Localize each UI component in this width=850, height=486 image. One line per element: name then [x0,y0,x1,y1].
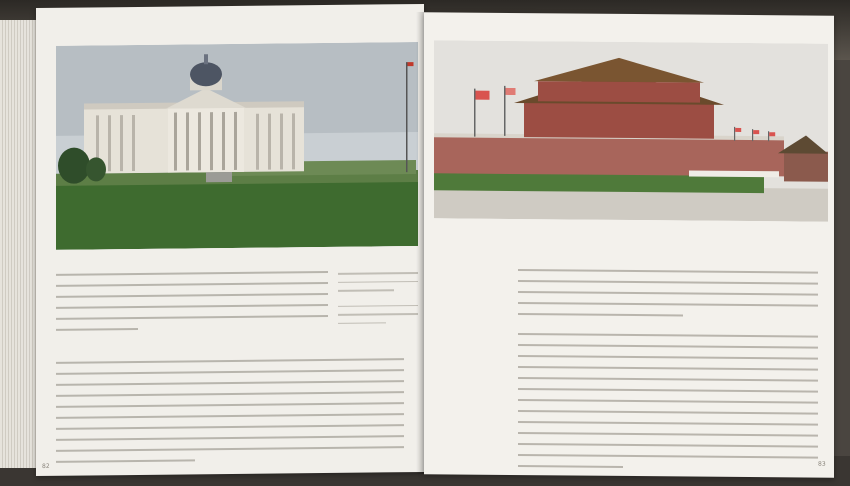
gate-tower-image [434,40,828,221]
right-page [424,12,834,478]
left-main-text [56,271,328,340]
left-page-number: 82 [42,462,50,470]
left-caption [338,272,418,331]
right-intro-text [518,269,818,327]
right-page-number: 83 [818,460,826,468]
left-body-text [56,358,404,472]
right-body-text [518,333,818,478]
right-photo-gate-tower [434,40,828,221]
domed-building-image [56,42,418,250]
left-photo-domed-building [56,42,418,250]
left-page [36,4,424,476]
